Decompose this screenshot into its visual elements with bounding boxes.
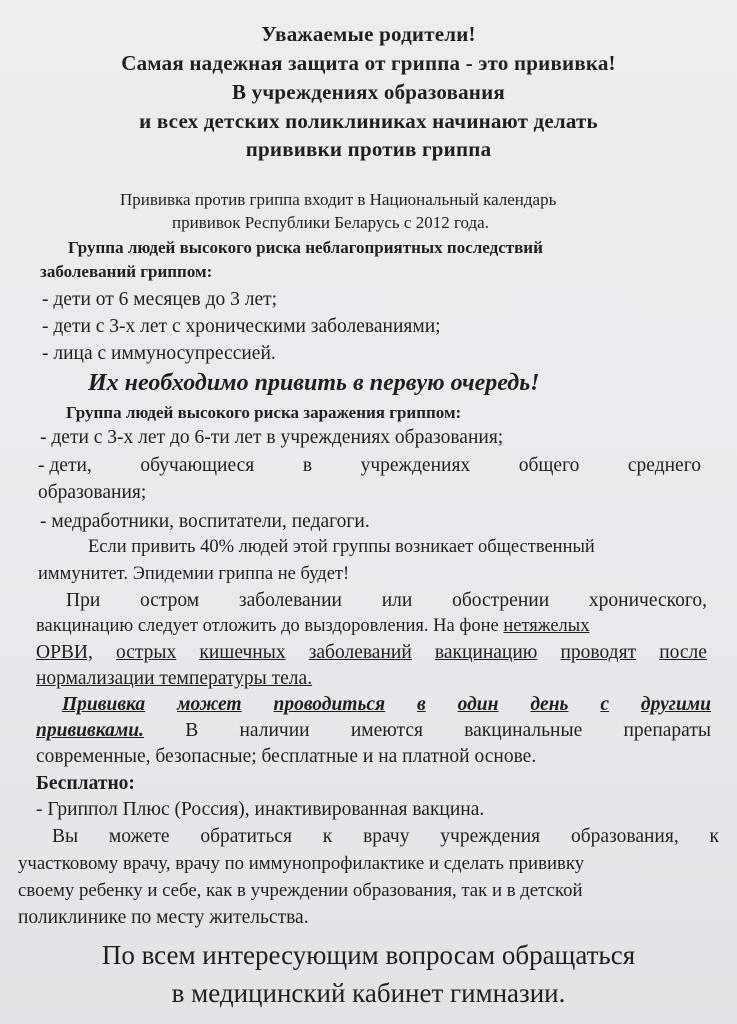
contact-text: участковому врачу, врачу по иммунопрофилактике и сделать прививку xyxy=(18,853,585,874)
contact-text: Вы можете обратиться к врачу учреждения образования, к xyxy=(52,826,719,847)
intro-line: прививок Республики Беларусь с 2012 года. xyxy=(172,213,489,232)
contact-text: поликлинике по месту жительства. xyxy=(18,907,309,928)
immunity-text: Если привить 40% людей этой группы возникает общественный xyxy=(88,537,595,557)
free-heading: Бесплатно: xyxy=(36,773,135,794)
postpone-text-underlined: нормализации температуры тела. xyxy=(36,668,313,689)
risk-list-item: - дети от 6 месяцев до 3 лет; xyxy=(42,289,278,310)
headline-institutions: В учреждениях образования xyxy=(232,80,505,104)
risk-list-item: - медработники, воспитатели, педагоги. xyxy=(40,511,370,532)
footer-line: По всем интересующим вопросам обращаться xyxy=(101,940,636,970)
priority-note: Их необходимо привить в первую очередь! xyxy=(88,370,540,396)
availability-text: прививками. В наличии имеются вакцинальные препараты xyxy=(36,720,711,741)
immunity-text: иммунитет. Эпидемии гриппа не будет! xyxy=(38,564,350,584)
postpone-text: вакцинацию следует отложить до выздоровления. На фоне нетяжелых xyxy=(36,616,590,636)
postpone-text-underlined: ОРВИ, острых кишечных заболеваний вакцинацию проводят после xyxy=(36,642,707,663)
risk-list-item: - лица с иммуносупрессией. xyxy=(42,343,276,364)
risk-consequences-heading: Группа людей высокого риска неблагоприятных последствий xyxy=(68,238,543,257)
contact-text: своему ребенку и себе, как в учреждении образования, так и в детской xyxy=(18,880,583,901)
footer-line: в медицинский кабинет гимназии. xyxy=(171,978,566,1008)
same-day-note: Прививка может проводиться в один день с другими xyxy=(62,694,711,715)
greeting-heading: Уважаемые родители! xyxy=(261,22,476,46)
risk-list-item-continuation: образования; xyxy=(38,482,147,503)
availability-text: современные, безопасные; бесплатные и на платной основе. xyxy=(36,746,537,767)
postpone-text: При остром заболевании или обострении хронического, xyxy=(66,590,707,611)
headline-clinics: и всех детских поликлиниках начинают делать xyxy=(139,109,598,133)
headline-protection: Самая надежная защита от гриппа - это прививка! xyxy=(121,51,616,75)
risk-list-item: - дети с 3-х лет до 6-ти лет в учреждениях образования; xyxy=(40,427,504,448)
headline-vaccinations: прививки против гриппа xyxy=(245,137,492,161)
risk-list-item: - дети, обучающиеся в учреждениях общего среднего xyxy=(38,455,701,476)
intro-line: Прививка против гриппа входит в Национальный календарь xyxy=(120,190,557,209)
risk-infection-heading: Группа людей высокого риска заражения гриппом: xyxy=(66,403,462,422)
risk-consequences-heading: заболеваний гриппом: xyxy=(40,262,213,281)
risk-list-item: - дети с 3-х лет с хроническими заболеваниями; xyxy=(42,316,441,337)
free-vaccine-item: - Гриппол Плюс (Россия), инактивированная вакцина. xyxy=(36,799,485,820)
